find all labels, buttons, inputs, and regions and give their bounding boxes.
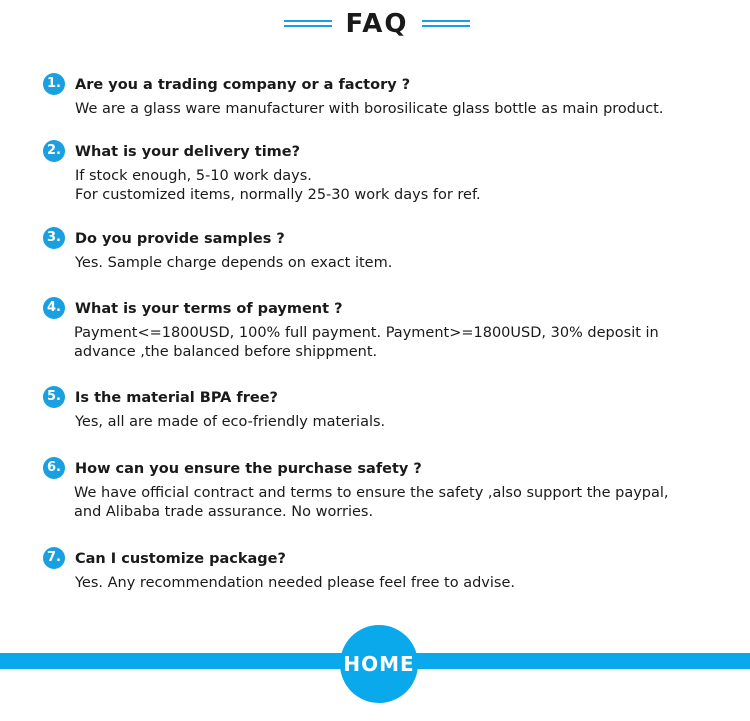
faq-answer: We are a glass ware manufacturer with borosilicate glass bottle as main product. [75,101,664,117]
faq-question: Are you a trading company or a factory ? [75,77,411,93]
faq-number-badge: 1. [43,73,65,95]
faq-number-badge: 4. [43,297,65,319]
faq-answer: Yes. Any recommendation needed please feel free to advise. [75,575,515,591]
faq-header [0,0,750,50]
faq-question: What is your delivery time? [75,144,301,160]
faq-answer: Payment<=1800USD, 100% full payment. Payment>=1800USD, 30% deposit in advance ,the balanced before shippment. [74,325,659,360]
faq-answer: We have official contract and terms to ensure the safety ,also support the paypal, and Alibaba trade assurance. No worries. [74,485,669,520]
faq-number-badge: 3. [43,227,65,249]
faq-question: Do you provide samples ? [75,231,285,247]
faq-number-badge: 7. [43,547,65,569]
header-decor-line-left [284,20,332,28]
faq-number-badge: 2. [43,140,65,162]
faq-question: How can you ensure the purchase safety ? [75,461,422,477]
faq-question: Can I customize package? [75,551,286,567]
home-button[interactable]: HOME [340,625,418,703]
faq-number-badge: 6. [43,457,65,479]
faq-answer: Yes, all are made of eco-friendly materials. [75,414,386,430]
header-decor-line-right [422,20,470,28]
faq-question: What is your terms of payment ? [75,301,343,317]
faq-answer: If stock enough, 5-10 work days. For customized items, normally 25-30 work days for ref. [75,168,481,203]
faq-answer: Yes. Sample charge depends on exact item. [75,255,393,271]
page-title: FAQ [345,9,409,39]
faq-number-badge: 5. [43,386,65,408]
faq-question: Is the material BPA free? [75,390,278,406]
